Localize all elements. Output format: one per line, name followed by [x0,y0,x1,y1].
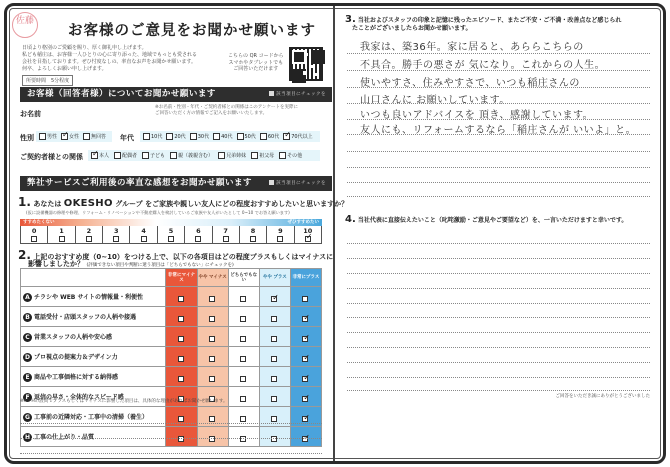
item-label: 工事前の近隣対応・工事中の清掃（養生） [34,413,149,421]
option-label: 女性 [69,134,80,140]
checkbox[interactable] [240,356,246,362]
nps-option-9[interactable] [267,226,294,243]
rating-cell[interactable] [197,347,228,367]
q2-text-line2: 影響しましたか？ [28,260,84,268]
item-label: 商品や工事価格に対する納得感 [34,373,119,381]
checkbox[interactable] [209,416,215,422]
checkbox[interactable] [209,296,215,302]
relation-option-other[interactable] [279,152,302,159]
row-label [21,367,166,387]
checkbox[interactable] [271,416,277,422]
answer-line[interactable] [20,423,322,424]
checkbox[interactable] [302,296,308,302]
rating-header-row [21,269,322,287]
intro-text [22,45,222,73]
time-required-badge: 所要時間 5分程度 [22,75,73,86]
rating-cell[interactable] [290,427,321,447]
item-label: 営業スタッフの人柄や安心感 [34,333,113,341]
answer-line[interactable] [347,273,650,274]
checkbox-checked[interactable] [305,236,311,242]
option-label: 30代 [197,134,210,140]
answer-line[interactable] [347,119,650,120]
relation-options [88,150,320,161]
rating-cell[interactable] [197,327,228,347]
rating-cell[interactable] [197,287,228,307]
checkbox[interactable] [142,152,149,159]
answer-line[interactable] [347,53,650,54]
checkbox[interactable] [209,336,215,342]
nps-scale [20,226,322,244]
checkbox[interactable] [271,336,277,342]
rating-cell[interactable] [228,387,259,407]
qr-caption-line: こちらの QR コードから [228,53,284,59]
answer-line[interactable] [347,288,650,289]
rating-cell[interactable] [228,367,259,387]
answer-line[interactable] [347,362,650,363]
nps-option-3[interactable] [103,226,130,243]
checkbox[interactable] [240,336,246,342]
answer-line[interactable] [20,438,322,439]
nps-option-8[interactable] [240,226,267,243]
age-option-70plus[interactable] [283,133,312,140]
answer-line[interactable] [347,134,650,135]
answer-line[interactable] [347,151,650,152]
checkbox[interactable] [271,316,277,322]
badge-a-icon: A [23,293,32,302]
answer-line[interactable] [347,70,650,71]
option-label: 親（義親含む） [178,153,214,159]
checkbox[interactable] [178,356,184,362]
checkbox-checked[interactable] [302,356,308,362]
answer-line[interactable] [347,167,650,168]
answer-line[interactable] [347,258,650,259]
answer-line[interactable] [20,453,322,454]
checkbox[interactable] [178,336,184,342]
row-label [21,347,166,367]
brand-name: OKESHO [63,198,113,209]
table-row [21,327,322,347]
q4-text: 当社代表に直接伝えたいこと（叱咤激励・ご意見やご要望など）を、一言いただけますと幸いです。 [357,217,628,224]
age-label: 年代 [120,134,134,142]
rating-cell[interactable] [259,307,290,327]
checkbox-checked[interactable] [302,336,308,342]
handwritten-answer-line: 山口さんに お願いしています。 [360,95,510,106]
checkbox-checked[interactable] [91,152,98,159]
age-option-40s[interactable] [213,133,232,140]
relation-option-grandparent[interactable] [251,152,274,159]
col-neutral: どちらでもない [228,269,259,287]
section-title: お客様（回答者様）についてお聞かせ願います [27,89,216,99]
relation-label: ご契約者様との関係 [20,153,83,161]
gender-option-no-answer[interactable] [83,133,106,140]
question-number: 1. [18,195,31,209]
checkbox[interactable] [178,316,184,322]
checkbox[interactable] [213,133,220,140]
column-divider [333,6,335,461]
rating-cell[interactable] [290,387,321,407]
nps-value: 6 [196,226,201,235]
option-label: 本人 [99,153,110,159]
option-label: 60代 [267,134,280,140]
checkbox-icon [269,180,274,185]
checkbox[interactable] [209,316,215,322]
checkbox[interactable] [240,436,246,442]
answer-line[interactable] [347,317,650,318]
rating-cell[interactable] [228,327,259,347]
col-slightly-negative: やや マイナス [197,269,228,287]
rating-cell[interactable] [259,347,290,367]
header-blank [21,269,166,287]
rating-cell[interactable] [259,367,290,387]
row-label [21,307,166,327]
checkbox[interactable] [271,436,277,442]
nps-value: 0 [31,226,37,235]
col-very-negative: 非常にマイナス [166,269,197,287]
checkbox-checked[interactable] [283,133,290,140]
checkbox[interactable] [271,356,277,362]
rating-cell[interactable] [290,287,321,307]
q1-text-pre: あなたは [33,200,62,208]
row-label [21,287,166,307]
relation-option-spouse[interactable] [114,152,137,159]
nps-value: 10 [303,226,313,235]
checkbox[interactable] [277,236,283,242]
option-label: 無回答 [91,134,107,140]
q1-note: (仮に設備機器の修理や修理、リフォーム・リノベーションや不動産購入を検討しているご家族や友人がいたとして 0~10 でお答え願います) [26,210,290,215]
checkbox[interactable] [141,236,147,242]
badge-e-icon: E [23,373,32,382]
nps-value: 9 [278,226,283,235]
rating-cell[interactable] [290,367,321,387]
option-label: 祖父母 [259,153,275,159]
check-hint [269,87,326,102]
checkbox[interactable] [113,236,119,242]
checkbox[interactable] [31,236,37,242]
age-option-30s[interactable] [190,133,209,140]
checkbox[interactable] [170,152,177,159]
answer-line[interactable] [347,332,650,333]
age-option-60s[interactable] [260,133,279,140]
name-note [155,105,298,117]
badge-f-icon: F [23,393,32,402]
checkbox-checked[interactable] [302,416,308,422]
nps-option-6[interactable] [185,226,212,243]
q3-title [345,16,621,33]
checkbox[interactable] [166,133,173,140]
gender-options [36,131,112,142]
checkbox[interactable] [240,416,246,422]
nps-value: 3 [113,226,119,235]
qr-caption-line: スマホやタブレットでも [228,59,284,66]
handwritten-answer-line: いつも良いアドバイスを 頂き、感謝しています。 [360,110,594,121]
badge-d-icon: D [23,353,32,362]
relation-option-self[interactable] [91,152,109,159]
nps-value: 1 [59,226,64,235]
table-row [21,347,322,367]
table-row [21,367,322,387]
nps-option-1[interactable] [48,226,75,243]
checkbox[interactable] [237,133,244,140]
handwritten-answer-line: 友人にも、リフォームするなら「稲庄さんが いいよ」と。 [360,125,637,136]
nps-value: 2 [86,226,92,235]
checkbox[interactable] [223,236,229,242]
checkbox[interactable] [168,236,174,242]
row-label [21,427,166,447]
q1-title [18,195,348,209]
handwritten-answer-line: 我家は、築36年。家に居ると、あららこちらの [360,42,584,53]
answer-line[interactable] [347,182,650,183]
hint-text: 該当項目にチェックを [276,181,326,186]
answer-line[interactable] [347,303,650,304]
badge-g-icon: G [23,413,32,422]
checkbox[interactable] [178,436,184,442]
page-title: お客様のご意見をお聞かせ願います [68,23,316,39]
nps-option-7[interactable] [213,226,240,243]
rating-cell[interactable] [290,307,321,327]
name-label: お名前 [20,110,41,118]
nps-value: 8 [250,226,256,235]
qr-code-icon[interactable] [289,47,323,81]
gender-option-female[interactable] [61,133,79,140]
rating-cell[interactable] [166,347,197,367]
item-label: 工事の仕上がり・品質 [34,433,95,441]
relation-option-child[interactable] [142,152,165,159]
badge-b-icon: B [23,313,32,322]
rating-table [20,268,322,447]
col-very-positive: 非常にプラス [290,269,321,287]
option-label: 20代 [174,134,186,140]
rating-cell[interactable] [259,387,290,407]
q3-text-line2: たことがございましたらお聞かせ願います。 [352,25,472,32]
question-number: 3. [345,14,356,25]
item-label: プロ視点の提案力＆デザイン力 [34,353,118,361]
checkbox[interactable] [59,236,65,242]
checkbox[interactable] [279,152,286,159]
item-label: 電話受付・店頭スタッフの人柄や接遇 [34,313,137,321]
age-option-20s[interactable] [166,133,185,140]
rating-cell[interactable] [228,287,259,307]
checkbox-checked[interactable] [61,133,68,140]
table-row [21,427,322,447]
nps-high-label: ぜひすすめたい [287,220,319,225]
checkbox-checked[interactable] [302,436,308,442]
rating-cell[interactable] [290,347,321,367]
checkbox[interactable] [209,356,215,362]
checkbox[interactable] [178,416,184,422]
q4-title [345,214,627,225]
nps-option-0[interactable] [21,226,48,243]
name-stamp-icon: 佐藤 [12,12,38,38]
q2-text-line1: 上記のおすすめ度（0~10）をつける上で、以下の各項目はどの程度プラスもしくはマイナスに [33,253,334,261]
answer-line[interactable] [347,377,650,378]
checkbox[interactable] [250,236,256,242]
handwritten-answer-line: 使いやすさ、住みやすさで、いつも稲庄さんの [360,78,580,89]
checkbox[interactable] [209,376,215,382]
gender-option-male[interactable] [39,133,57,140]
checkbox[interactable] [190,133,197,140]
q2-footnote: ※A〜Hの設問でプラスもしくはマイナスに影響した項目は、具体的な理由があればお聞かせ願います。 [20,399,228,404]
rating-cell[interactable] [166,327,197,347]
q3-text-line1: 当社およびスタッフの印象と記憶に残ったエピソード、またご不安・ご不満・改善点など感じられ [357,17,622,24]
rating-cell[interactable] [259,287,290,307]
checkbox[interactable] [271,396,277,402]
badge-h-icon: H [24,433,31,441]
rating-cell[interactable] [197,307,228,327]
qr-caption-line: ご回答いただけます [233,66,279,72]
nps-value: 4 [141,226,146,235]
option-label: その他 [287,153,303,159]
check-hint [269,176,326,191]
customer-section-header [20,87,332,102]
item-label: 返信の早さ・全体的なスピード感 [34,393,124,401]
rating-cell[interactable] [290,327,321,347]
checkbox[interactable] [178,376,184,382]
question-number: 4. [345,214,356,225]
checkbox[interactable] [260,133,267,140]
badge-c-icon: C [23,333,32,342]
nps-option-2[interactable] [76,226,103,243]
answer-line[interactable] [347,196,650,197]
rating-cell[interactable] [166,427,197,447]
option-label: 兄弟姉妹 [226,153,247,159]
rating-cell[interactable] [166,287,197,307]
relation-option-parent[interactable] [170,152,213,159]
checkbox-icon [269,91,274,96]
rating-cell[interactable] [166,367,197,387]
qr-caption [228,53,284,73]
col-slightly-positive: やや プラス [259,269,290,287]
table-row [21,307,322,327]
note-line: ※お名前・性別・年代・ご契約者様との関係はこのアンケートを実際に [155,105,298,110]
nps-gradient-bar [20,219,322,226]
checkbox[interactable] [195,236,201,242]
age-option-50s[interactable] [237,133,256,140]
checkbox[interactable] [240,316,246,322]
nps-value: 5 [168,226,174,235]
rating-cell[interactable] [197,427,228,447]
checkbox[interactable] [114,152,121,159]
checkbox[interactable] [218,152,225,159]
rating-cell[interactable] [166,307,197,327]
service-section-header [20,176,332,191]
age-option-10s[interactable] [143,133,162,140]
option-label: 男性 [47,134,58,140]
option-label: 70代以上 [291,134,313,140]
checkbox-checked[interactable] [271,296,277,302]
section-title: 弊社サービスご利用後の率直な感想をお聞かせ願います [27,178,253,188]
checkbox[interactable] [240,296,246,302]
note-line: ご回答いただく方の情報でご記入をお願いいたします。 [155,111,268,116]
rating-cell[interactable] [228,307,259,327]
relation-option-sibling[interactable] [218,152,246,159]
answer-line[interactable] [347,103,650,104]
answer-line[interactable] [347,390,650,391]
intro-line: 何卒、よろしくお願い申し上げます。 [22,66,107,72]
checkbox-checked[interactable] [302,396,308,402]
item-label: チラシや WEB サイトの情報量・利便性 [34,293,144,301]
checkbox[interactable] [143,133,150,140]
checkbox[interactable] [240,396,246,402]
answer-line[interactable] [347,347,650,348]
thank-you-note: ご回答をいただき誠にありがとうございました [555,394,650,399]
rating-cell[interactable] [259,427,290,447]
answer-line[interactable] [347,243,650,244]
rating-cell[interactable] [259,327,290,347]
rating-cell[interactable] [228,347,259,367]
option-label: 40代 [221,134,233,140]
checkbox[interactable] [39,133,46,140]
intro-line: 私ども稲庄は、お客様一人ひとりの心に寄り添った、地域でもっとも愛される [22,52,198,58]
option-label: 10代 [151,134,163,140]
rating-cell[interactable] [228,427,259,447]
question-number: 2. [18,248,31,262]
gender-label: 性別 [20,134,34,142]
nps-option-4[interactable] [130,226,157,243]
checkbox[interactable] [251,152,258,159]
row-label [21,327,166,347]
q2-note: (評価できない項目や判断に迷う項目は「どちらでもない」にチェックを) [86,263,234,268]
nps-option-10[interactable] [295,226,321,243]
rating-cell[interactable] [197,367,228,387]
checkbox[interactable] [86,236,92,242]
table-row [21,287,322,307]
q1-text-post: グループ をご家族や親しい友人にどの程度おすすめしたいと思いますか？ [115,200,349,208]
checkbox[interactable] [240,376,246,382]
hint-text: 該当項目にチェックを [276,92,326,97]
checkbox[interactable] [83,133,90,140]
option-label: 配偶者 [122,153,138,159]
nps-value: 7 [223,226,228,235]
intro-line: 日頃より格別のご愛顧を賜り、厚く御礼申し上げます。 [22,45,147,51]
checkbox-checked[interactable] [302,376,308,382]
intro-line: 会社を目指しております。ぜひ忖度なしの、率直なお声をお聞かせ願います。 [22,59,197,65]
handwritten-answer-line: 不具合。勝手の悪さが 気になり。これからの人生。 [360,60,606,71]
checkbox[interactable] [271,376,277,382]
answer-line[interactable] [347,87,650,88]
nps-option-5[interactable] [158,226,185,243]
checkbox-checked[interactable] [302,316,308,322]
option-label: 50代 [244,134,256,140]
age-options [140,131,320,142]
checkbox[interactable] [209,436,215,442]
checkbox[interactable] [178,296,184,302]
nps-low-label: すすめたくない [23,220,55,225]
option-label: 子ども [150,153,166,159]
